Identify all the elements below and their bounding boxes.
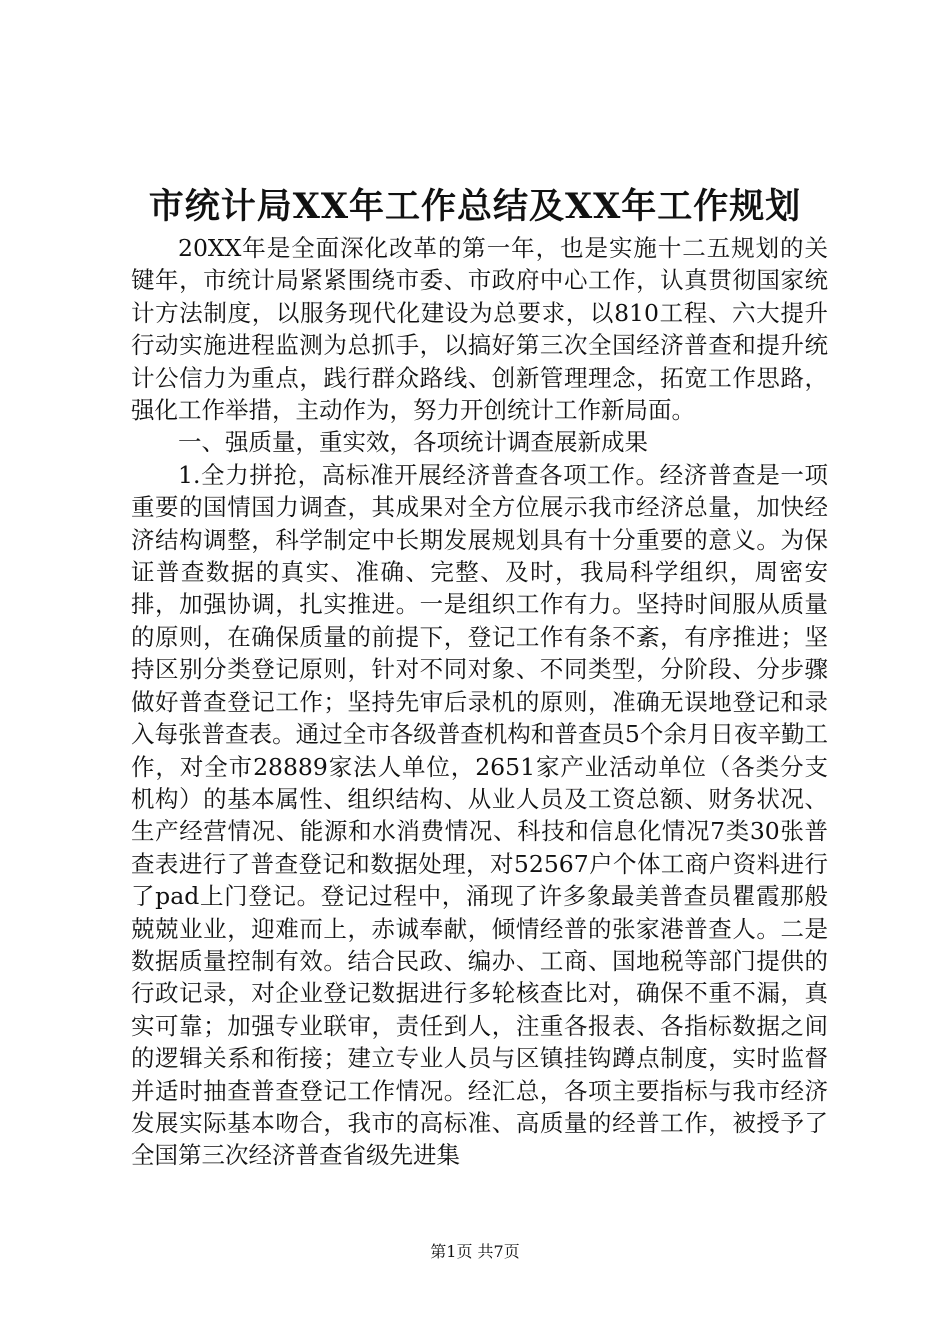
paragraph-intro: 20XX年是全面深化改革的第一年，也是实施十二五规划的关键年，市统计局紧紧围绕市委、市政府中心工作，认真贯彻国家统计方法制度，以服务现代化建设为总要求，以810工程、六大提升行动实施进程监测为总抓手，以搞好第三次全国经济普查和提升统计公信力为重点，践行群众路线、创新管理理念，拓宽工作思路，强化工作举措，主动作为，努力开创统计工作新局面。 <box>131 234 828 425</box>
paragraph-economic-census: 1.全力拼抢，高标准开展经济普查各项工作。经济普查是一项重要的国情国力调查，其成果对全方位展示我市经济总量，加快经济结构调整，科学制定中长期发展规划具有十分重要的意义。为保证普查数据的真实、准确、完整、及时，我局科学组织，周密安排，加强协调，扎实推进。一是组织工作有力。坚持时间服从质量的原则，在确保质量的前提下，登记工作有条不紊，有序推进；坚持区别分类登记原则，针对不同对象、不同类型，分阶段、分步骤做好普查登记工作；坚持先审后录机的原则，准确无误地登记和录入每张普查表。通过全市各级普查机构和普查员5个余月日夜辛勤工作，对全市28889家法人单位，2651家产业活动单位（各类分支机构）的基本属性、组织结构、从业人员及工资总额、财务状况、生产经营情况、能源和水消费情况、科技和信息化情况7类30张普查表进行了普查登记和数据处理，对52567户个体工商户资料进行了pad上门登记。登记过程中，涌现了许多象最美普查员瞿霞那般兢兢业业，迎难而上，赤诚奉献，倾情经普的张家港普查人。二是数据质量控制有效。结合民政、编办、工商、国地税等部门提供的行政记录，对企业登记数据进行多轮核查比对，确保不重不漏，真实可靠；加强专业联审，责任到人，注重各报表、各指标数据之间的逻辑关系和衔接；建立专业人员与区镇挂钩蹲点制度，实时监督并适时抽查普查登记工作情况。经汇总，各项主要指标与我市经济发展实际基本吻合，我市的高标准、高质量的经普工作，被授予了全国第三次经济普查省级先进集 <box>131 460 828 1170</box>
document-body <box>131 232 828 1172</box>
section-heading: 一、强质量，重实效，各项统计调查展新成果 <box>178 428 648 457</box>
page-number-footer: 第1页 共7页 <box>430 1242 520 1261</box>
document-title: 市统计局XX年工作总结及XX年工作规划 <box>148 186 802 227</box>
